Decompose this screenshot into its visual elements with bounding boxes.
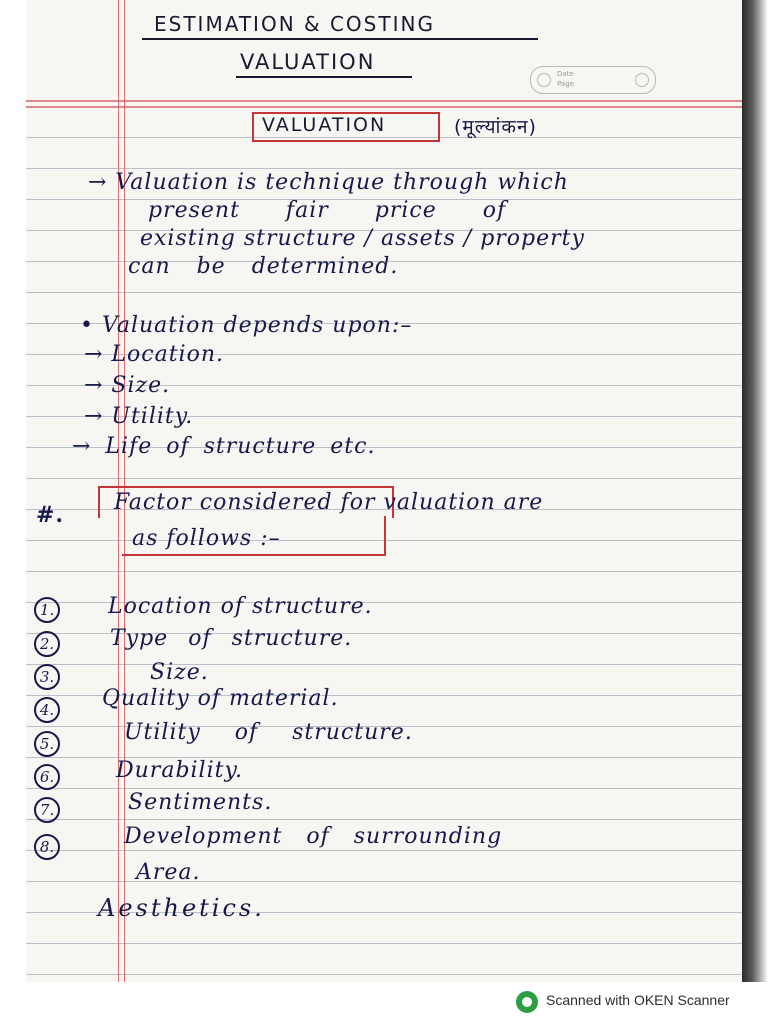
factor-item: Size. [150, 660, 209, 685]
date-page-stamp [530, 66, 656, 94]
number-circle: 7. [34, 797, 60, 823]
page-label: Page [557, 80, 574, 88]
factor-item: Utility of structure. [124, 720, 413, 745]
number-circle: 1. [34, 597, 60, 623]
definition-line: present fair price of [148, 198, 507, 223]
ruled-line [26, 788, 742, 789]
definition-line: existing structure / assets / property [140, 226, 585, 251]
topic-title: VALUATION [240, 50, 376, 74]
scanner-logo-icon [516, 991, 538, 1013]
subject-title: ESTIMATION & COSTING [154, 12, 435, 36]
stamp-circle-icon [635, 73, 649, 87]
valuation-hindi: (मूल्यांकन) [454, 116, 537, 138]
factor-item: Durability. [116, 758, 243, 783]
subject-underline [142, 38, 538, 40]
ruled-line [26, 478, 742, 479]
factor-item: Quality of material. [102, 686, 339, 711]
factor-item-last: Aesthetics. [98, 894, 265, 922]
topic-underline [236, 76, 412, 78]
depends-item: → Utility. [84, 404, 194, 429]
definition-line: → Valuation is technique through which [88, 170, 569, 195]
number-circle: 5. [34, 731, 60, 757]
depends-item: → Size. [84, 373, 171, 398]
factors-hash: #. [36, 502, 65, 528]
ruled-line [26, 881, 742, 882]
ruled-line [26, 819, 742, 820]
number-circle: 4. [34, 697, 60, 723]
notebook-page [26, 0, 742, 982]
definition-line: can be determined. [128, 254, 399, 279]
factor-item: Location of structure. [108, 594, 373, 619]
header-rule [26, 100, 742, 102]
ruled-line [26, 571, 742, 572]
scanner-watermark-text: Scanned with OKEN Scanner [546, 992, 730, 1008]
ruled-line [26, 943, 742, 944]
ruled-line [26, 664, 742, 665]
factor-item: Sentiments. [128, 790, 273, 815]
depends-intro: • Valuation depends upon:– [80, 313, 413, 338]
factors-heading: as follows :– [132, 526, 281, 551]
page-edge-shadow [742, 0, 768, 982]
stamp-circle-icon [537, 73, 551, 87]
factor-item: Type of structure. [110, 626, 353, 651]
number-circle: 8. [34, 834, 60, 860]
valuation-heading: VALUATION [262, 114, 387, 136]
depends-item: → Life of structure etc. [72, 434, 376, 459]
number-circle: 2. [34, 631, 60, 657]
number-circle: 6. [34, 764, 60, 790]
factors-heading: Factor considered for valuation are [114, 490, 544, 515]
date-label: Date [557, 70, 574, 78]
header-rule [26, 106, 742, 108]
ruled-line [26, 974, 742, 975]
ruled-line [26, 850, 742, 851]
factor-item: Development of surrounding [124, 824, 503, 849]
number-circle: 3. [34, 664, 60, 690]
ruled-line [26, 292, 742, 293]
factor-item-continuation: Area. [136, 860, 201, 885]
ruled-line [26, 168, 742, 169]
depends-item: → Location. [84, 342, 225, 367]
